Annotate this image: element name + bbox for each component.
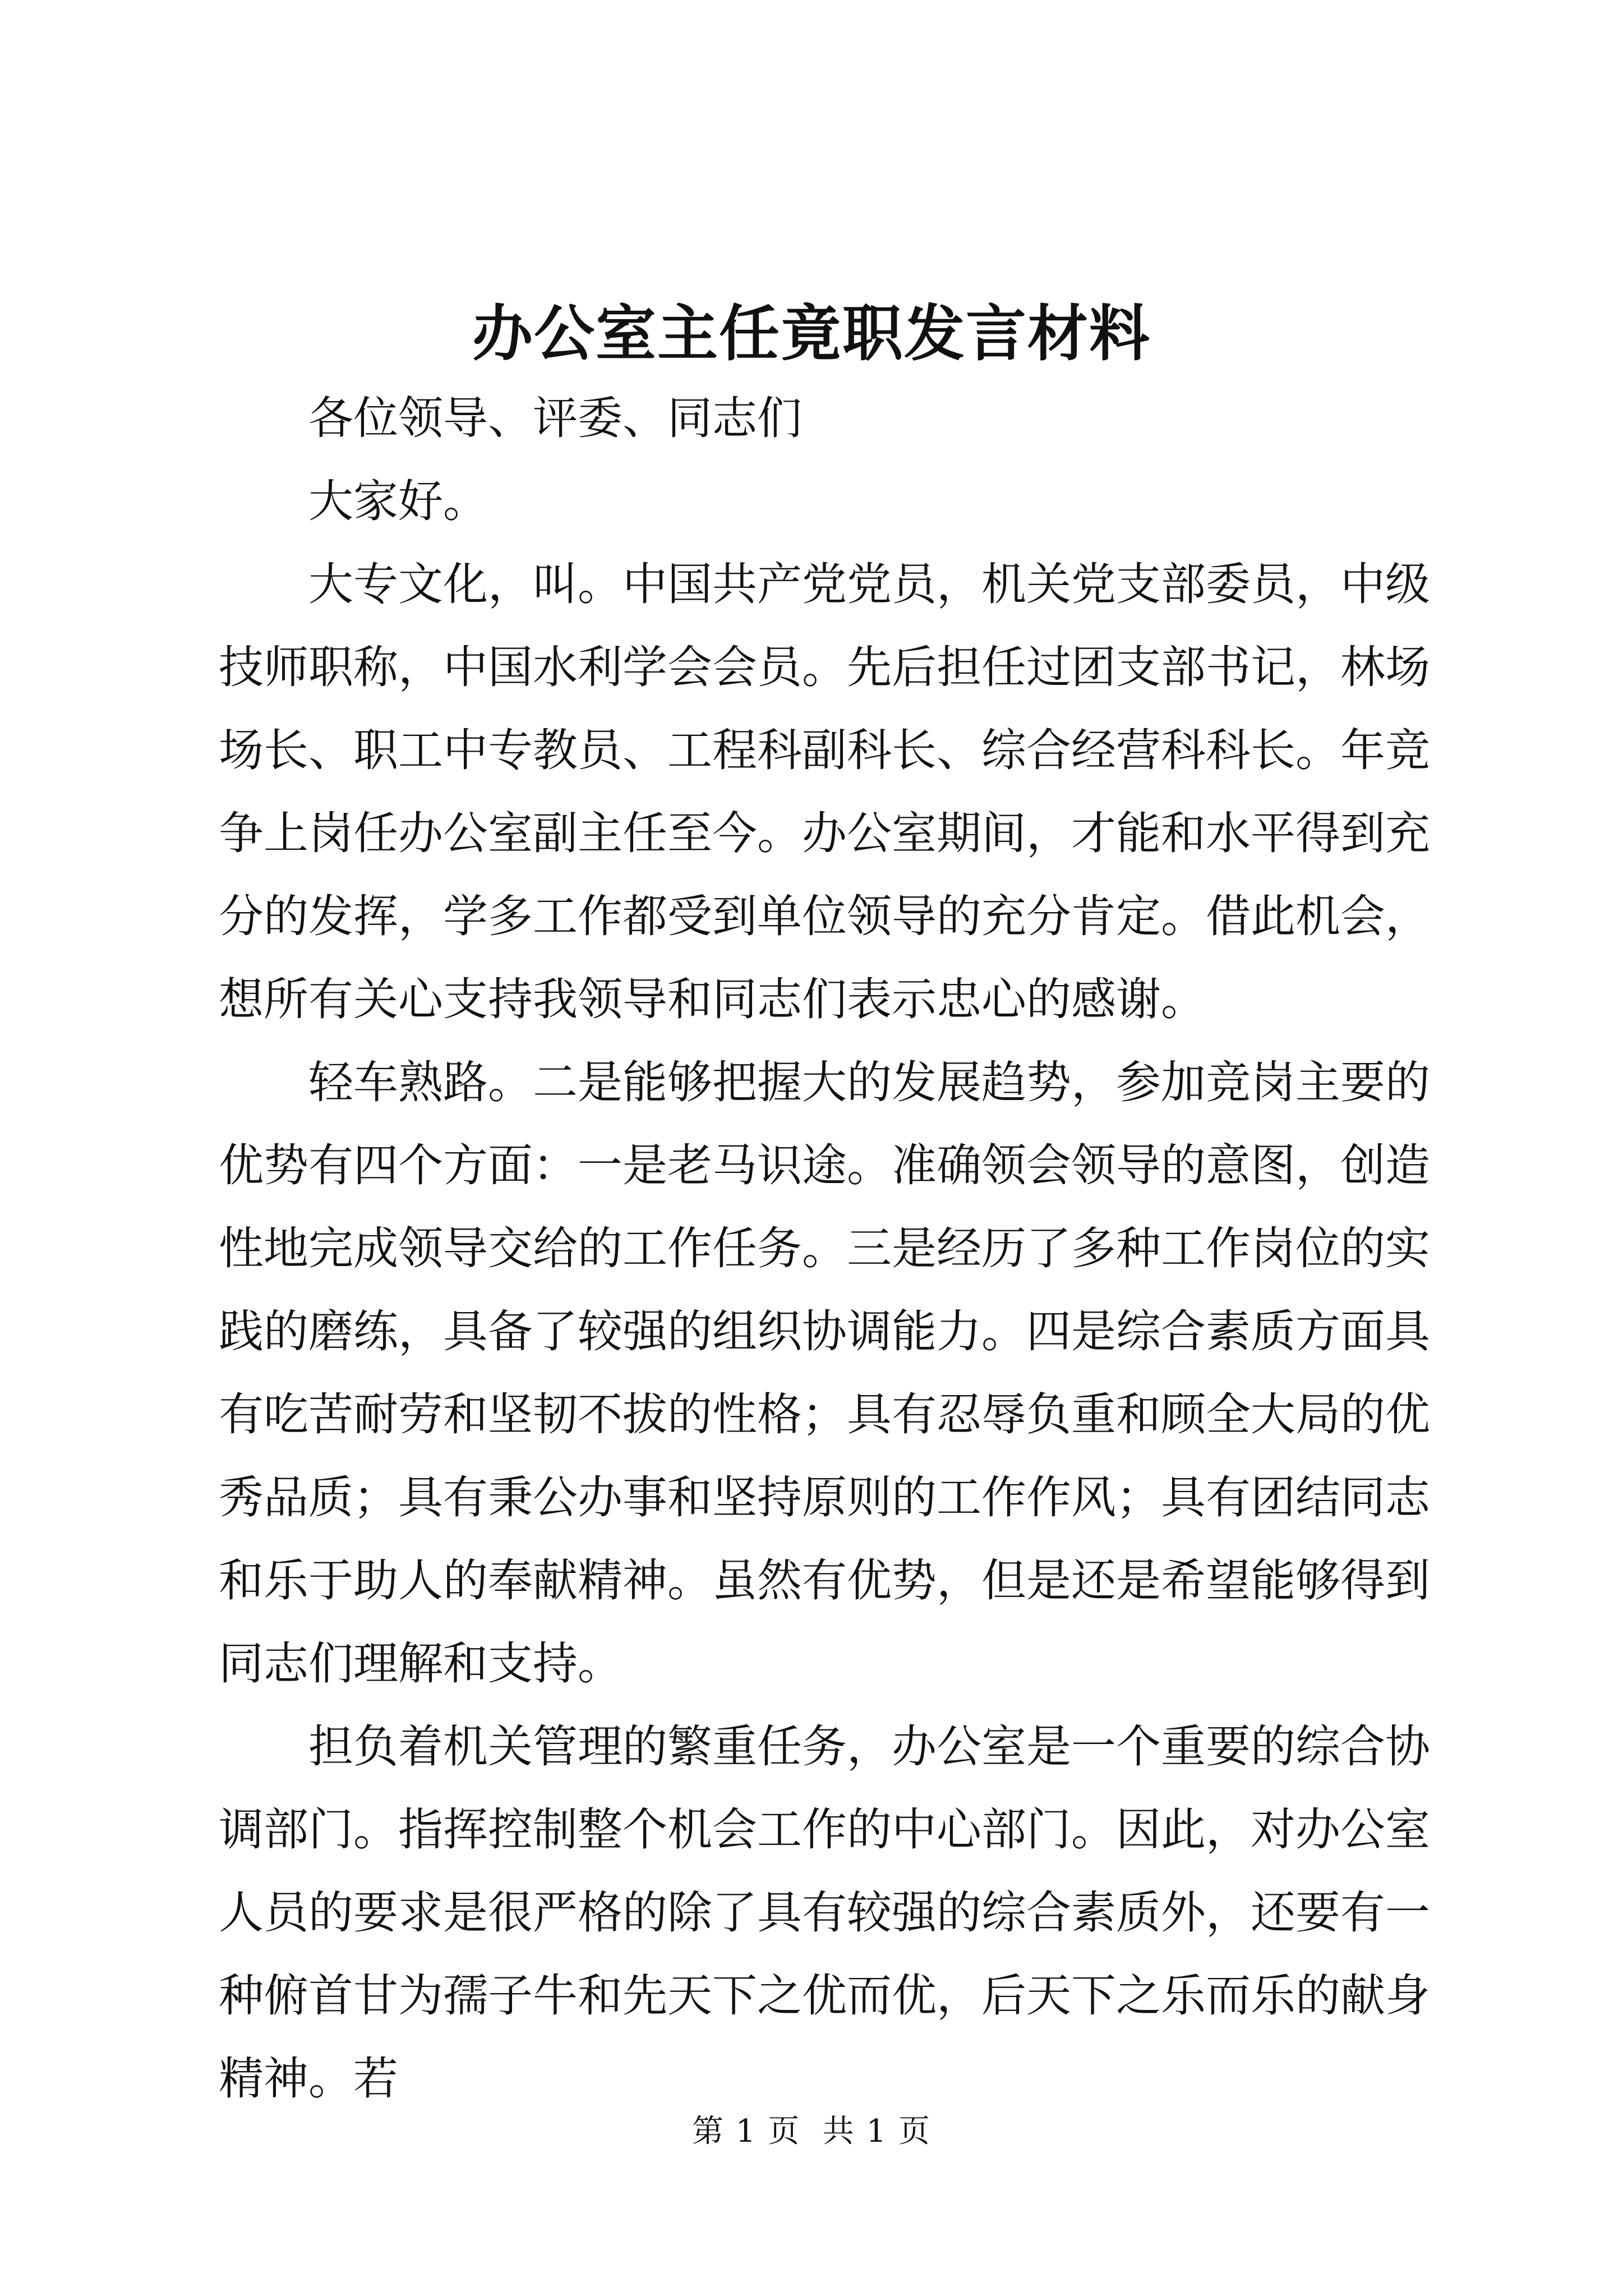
paragraph-background: 大专文化，叫。中国共产党党员，机关党支部委员，中级技师职称，中国水利学会会员。先后担任过团支部书记，林场场长、职工中专教员、工程科副科长、综合经营科科长。年竞争上岗任办公室副主任至今。办公室期间，才能和水平得到充分的发挥，学多工作都受到单位领导的充分肯定。借此机会，想所有关心支持我领导和同志们表示忠心的感谢。 xyxy=(219,558,1430,1025)
paragraph-office-role: 担负着机关管理的繁重任务，办公室是一个重要的综合协调部门。指挥控制整个机会工作的中心部门。因此，对办公室人员的要求是很严格的除了具有较强的综合素质外，还要有一种俯首甘为孺子牛和先天下之优而优，后天下之乐而乐的献身精神。若 xyxy=(219,1720,1430,2105)
page-footer xyxy=(0,2109,1623,2154)
document-title: 办公室主任竟职发言材料 xyxy=(472,298,1151,369)
paragraph-salutation: 各位领导、评委、同志们 xyxy=(308,392,802,444)
document-body xyxy=(219,377,1430,2120)
page-number-label: 第 1 页 共 1 页 xyxy=(691,2113,932,2150)
paragraph-greeting: 大家好。 xyxy=(308,475,488,527)
paragraph-strengths: 轻车熟路。二是能够把握大的发展趋势，参加竞岗主要的优势有四个方面：一是老马识途。准确领会领导的意图，创造性地完成领导交给的工作任务。三是经历了多种工作岗位的实践的磨练，具备了较强的组织协调能力。四是综合素质方面具有吃苦耐劳和坚韧不拔的性格；具有忍辱负重和顾全大局的优秀品质；具有秉公办事和坚持原则的工作作风；具有团结同志和乐于助人的奉献精神。虽然有优势，但是还是希望能够得到同志们理解和支持。 xyxy=(219,1056,1430,1690)
